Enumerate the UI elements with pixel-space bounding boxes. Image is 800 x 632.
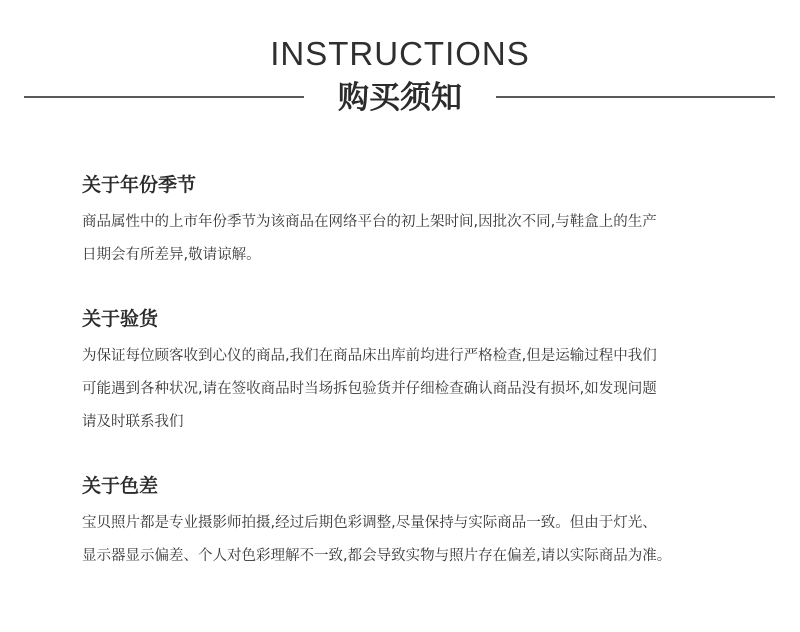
section-title: 关于色差 [82,475,159,497]
page-title-chinese: 购买须知 [338,80,462,116]
divider-right [496,96,775,98]
section-title: 关于年份季节 [82,174,197,196]
section-body [82,507,742,573]
section-title: 关于验货 [82,308,159,330]
page-header [0,0,800,130]
section-body [82,206,742,272]
page-title-english: INSTRUCTIONS [270,35,530,72]
section-inspection [82,306,742,439]
body-line: 为保证每位顾客收到心仪的商品,我们在商品床出库前均进行严格检查,但是运输过程中我们 [82,348,657,364]
section-season [82,172,742,272]
body-line: 显示器显示偏差、个人对色彩理解不一致,都会导致实物与照片存在偏差,请以实际商品为准。 [82,548,672,564]
section-color-difference [82,473,742,573]
body-line: 请及时联系我们 [82,414,184,430]
section-body [82,340,742,439]
body-line: 商品属性中的上市年份季节为该商品在网络平台的初上架时间,因批次不同,与鞋盒上的生产 [82,214,657,230]
body-line: 日期会有所差异,敬请谅解。 [82,247,261,263]
body-line: 宝贝照片都是专业摄影师拍摄,经过后期色彩调整,尽量保持与实际商品一致。但由于灯光、 [82,515,657,531]
body-line: 可能遇到各种状况,请在签收商品时当场拆包验货并仔细检查确认商品没有损坏,如发现问题 [82,381,657,397]
